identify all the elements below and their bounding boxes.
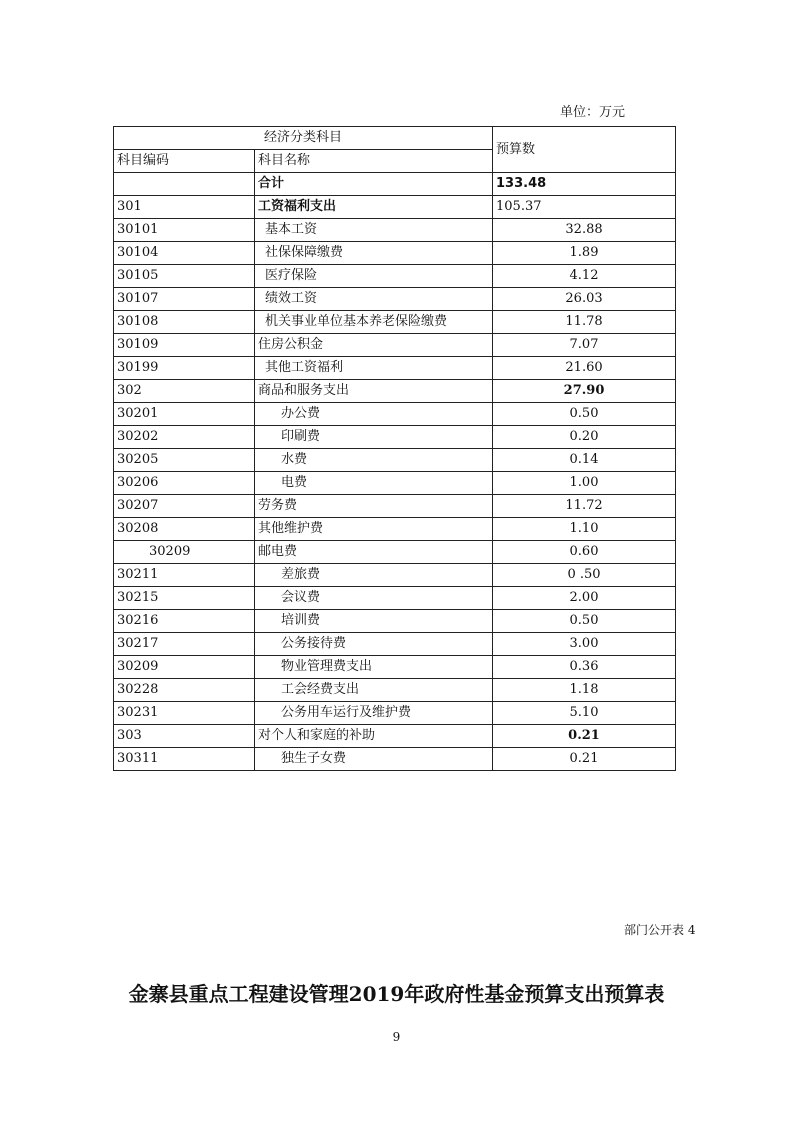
subject-name: 住房公积金 xyxy=(255,334,493,357)
subject-code: 30208 xyxy=(114,518,255,541)
table-row xyxy=(114,633,676,656)
table-row xyxy=(114,541,676,564)
budget-value: 0.20 xyxy=(493,426,676,449)
budget-value: 27.90 xyxy=(493,380,676,403)
budget-value: 0.60 xyxy=(493,541,676,564)
subject-code: 30104 xyxy=(114,242,255,265)
subject-name: 其他工资福利 xyxy=(255,357,493,380)
budget-value: 11.78 xyxy=(493,311,676,334)
budget-value: 1.18 xyxy=(493,679,676,702)
subject-code: 30206 xyxy=(114,472,255,495)
subject-code: 30215 xyxy=(114,587,255,610)
budget-value: 1.00 xyxy=(493,472,676,495)
header-budget-amount: 预算数 xyxy=(493,127,676,173)
unit-label: 单位：万元 xyxy=(560,105,626,120)
total-code-cell xyxy=(114,173,255,196)
subject-name: 公务接待费 xyxy=(255,633,493,656)
subject-name: 基本工资 xyxy=(255,219,493,242)
budget-value: 7.07 xyxy=(493,334,676,357)
subject-code: 302 xyxy=(114,380,255,403)
subject-code: 30209 xyxy=(114,656,255,679)
table-row xyxy=(114,656,676,679)
budget-table-body xyxy=(114,127,676,771)
subject-code: 30202 xyxy=(114,426,255,449)
budget-value: 32.88 xyxy=(493,219,676,242)
budget-value: 0.50 xyxy=(493,610,676,633)
subject-name: 公务用车运行及维护费 xyxy=(255,702,493,725)
subject-code: 303 xyxy=(114,725,255,748)
table-row xyxy=(114,380,676,403)
subject-name: 工资福利支出 xyxy=(255,196,493,219)
subject-name: 印刷费 xyxy=(255,426,493,449)
table-number-label: 部门公开表 4 xyxy=(624,923,696,937)
table-row xyxy=(114,679,676,702)
table-row xyxy=(114,311,676,334)
table-row xyxy=(114,357,676,380)
table-row xyxy=(114,449,676,472)
subject-code: 30105 xyxy=(114,265,255,288)
subject-name: 商品和服务支出 xyxy=(255,380,493,403)
table-row xyxy=(114,288,676,311)
subject-code: 30216 xyxy=(114,610,255,633)
subject-name: 其他维护费 xyxy=(255,518,493,541)
header-subject-code: 科目编码 xyxy=(114,150,255,173)
budget-value: 0.21 xyxy=(493,748,676,771)
table-row xyxy=(114,334,676,357)
table-row xyxy=(114,242,676,265)
subject-code: 30108 xyxy=(114,311,255,334)
next-table-title: 金寨县重点工程建设管理2019年政府性基金预算支出预算表 xyxy=(128,982,665,1006)
subject-code: 30311 xyxy=(114,748,255,771)
budget-value: 0.21 xyxy=(493,725,676,748)
total-value: 133.48 xyxy=(493,173,676,196)
subject-name: 物业管理费支出 xyxy=(255,656,493,679)
subject-name: 培训费 xyxy=(255,610,493,633)
budget-value: 1.10 xyxy=(493,518,676,541)
budget-table xyxy=(113,126,676,771)
budget-value: 2.00 xyxy=(493,587,676,610)
table-row xyxy=(114,518,676,541)
subject-name: 绩效工资 xyxy=(255,288,493,311)
subject-code: 30205 xyxy=(114,449,255,472)
header-subject-name: 科目名称 xyxy=(255,150,493,173)
subject-code: 30199 xyxy=(114,357,255,380)
budget-value: 0.36 xyxy=(493,656,676,679)
subject-name: 劳务费 xyxy=(255,495,493,518)
subject-name: 社保保障缴费 xyxy=(255,242,493,265)
table-row xyxy=(114,403,676,426)
table-row xyxy=(114,610,676,633)
subject-name: 医疗保险 xyxy=(255,265,493,288)
table-row xyxy=(114,748,676,771)
subject-name: 水费 xyxy=(255,449,493,472)
subject-code: 30211 xyxy=(114,564,255,587)
budget-value: 11.72 xyxy=(493,495,676,518)
subject-code: 30107 xyxy=(114,288,255,311)
budget-value: 0.50 xyxy=(493,403,676,426)
subject-name: 电费 xyxy=(255,472,493,495)
table-row xyxy=(114,725,676,748)
table-row xyxy=(114,472,676,495)
subject-name: 会议费 xyxy=(255,587,493,610)
budget-value: 21.60 xyxy=(493,357,676,380)
table-row xyxy=(114,564,676,587)
table-row xyxy=(114,702,676,725)
page-number: 9 xyxy=(392,1030,401,1044)
total-label: 合计 xyxy=(255,173,493,196)
subject-name: 办公费 xyxy=(255,403,493,426)
budget-value: 0 .50 xyxy=(493,564,676,587)
table-row xyxy=(114,426,676,449)
table-row xyxy=(114,495,676,518)
subject-name: 邮电费 xyxy=(255,541,493,564)
budget-value: 105.37 xyxy=(493,196,676,219)
budget-value: 0.14 xyxy=(493,449,676,472)
budget-value: 1.89 xyxy=(493,242,676,265)
subject-code: 30207 xyxy=(114,495,255,518)
budget-value: 3.00 xyxy=(493,633,676,656)
header-row-group xyxy=(114,127,676,150)
header-economic-category: 经济分类科目 xyxy=(114,127,493,150)
subject-code: 30101 xyxy=(114,219,255,242)
budget-value: 26.03 xyxy=(493,288,676,311)
subject-name: 独生子女费 xyxy=(255,748,493,771)
subject-code: 301 xyxy=(114,196,255,219)
subject-name: 机关事业单位基本养老保险缴费 xyxy=(255,311,493,334)
budget-value: 5.10 xyxy=(493,702,676,725)
subject-name: 对个人和家庭的补助 xyxy=(255,725,493,748)
subject-code: 30201 xyxy=(114,403,255,426)
table-row xyxy=(114,219,676,242)
subject-code: 30109 xyxy=(114,334,255,357)
subject-name: 工会经费支出 xyxy=(255,679,493,702)
table-row xyxy=(114,265,676,288)
subject-code: 30209 xyxy=(114,541,255,564)
subject-code: 30231 xyxy=(114,702,255,725)
subject-code: 30217 xyxy=(114,633,255,656)
table-row xyxy=(114,587,676,610)
total-row xyxy=(114,173,676,196)
table-row xyxy=(114,196,676,219)
budget-value: 4.12 xyxy=(493,265,676,288)
subject-code: 30228 xyxy=(114,679,255,702)
subject-name: 差旅费 xyxy=(255,564,493,587)
